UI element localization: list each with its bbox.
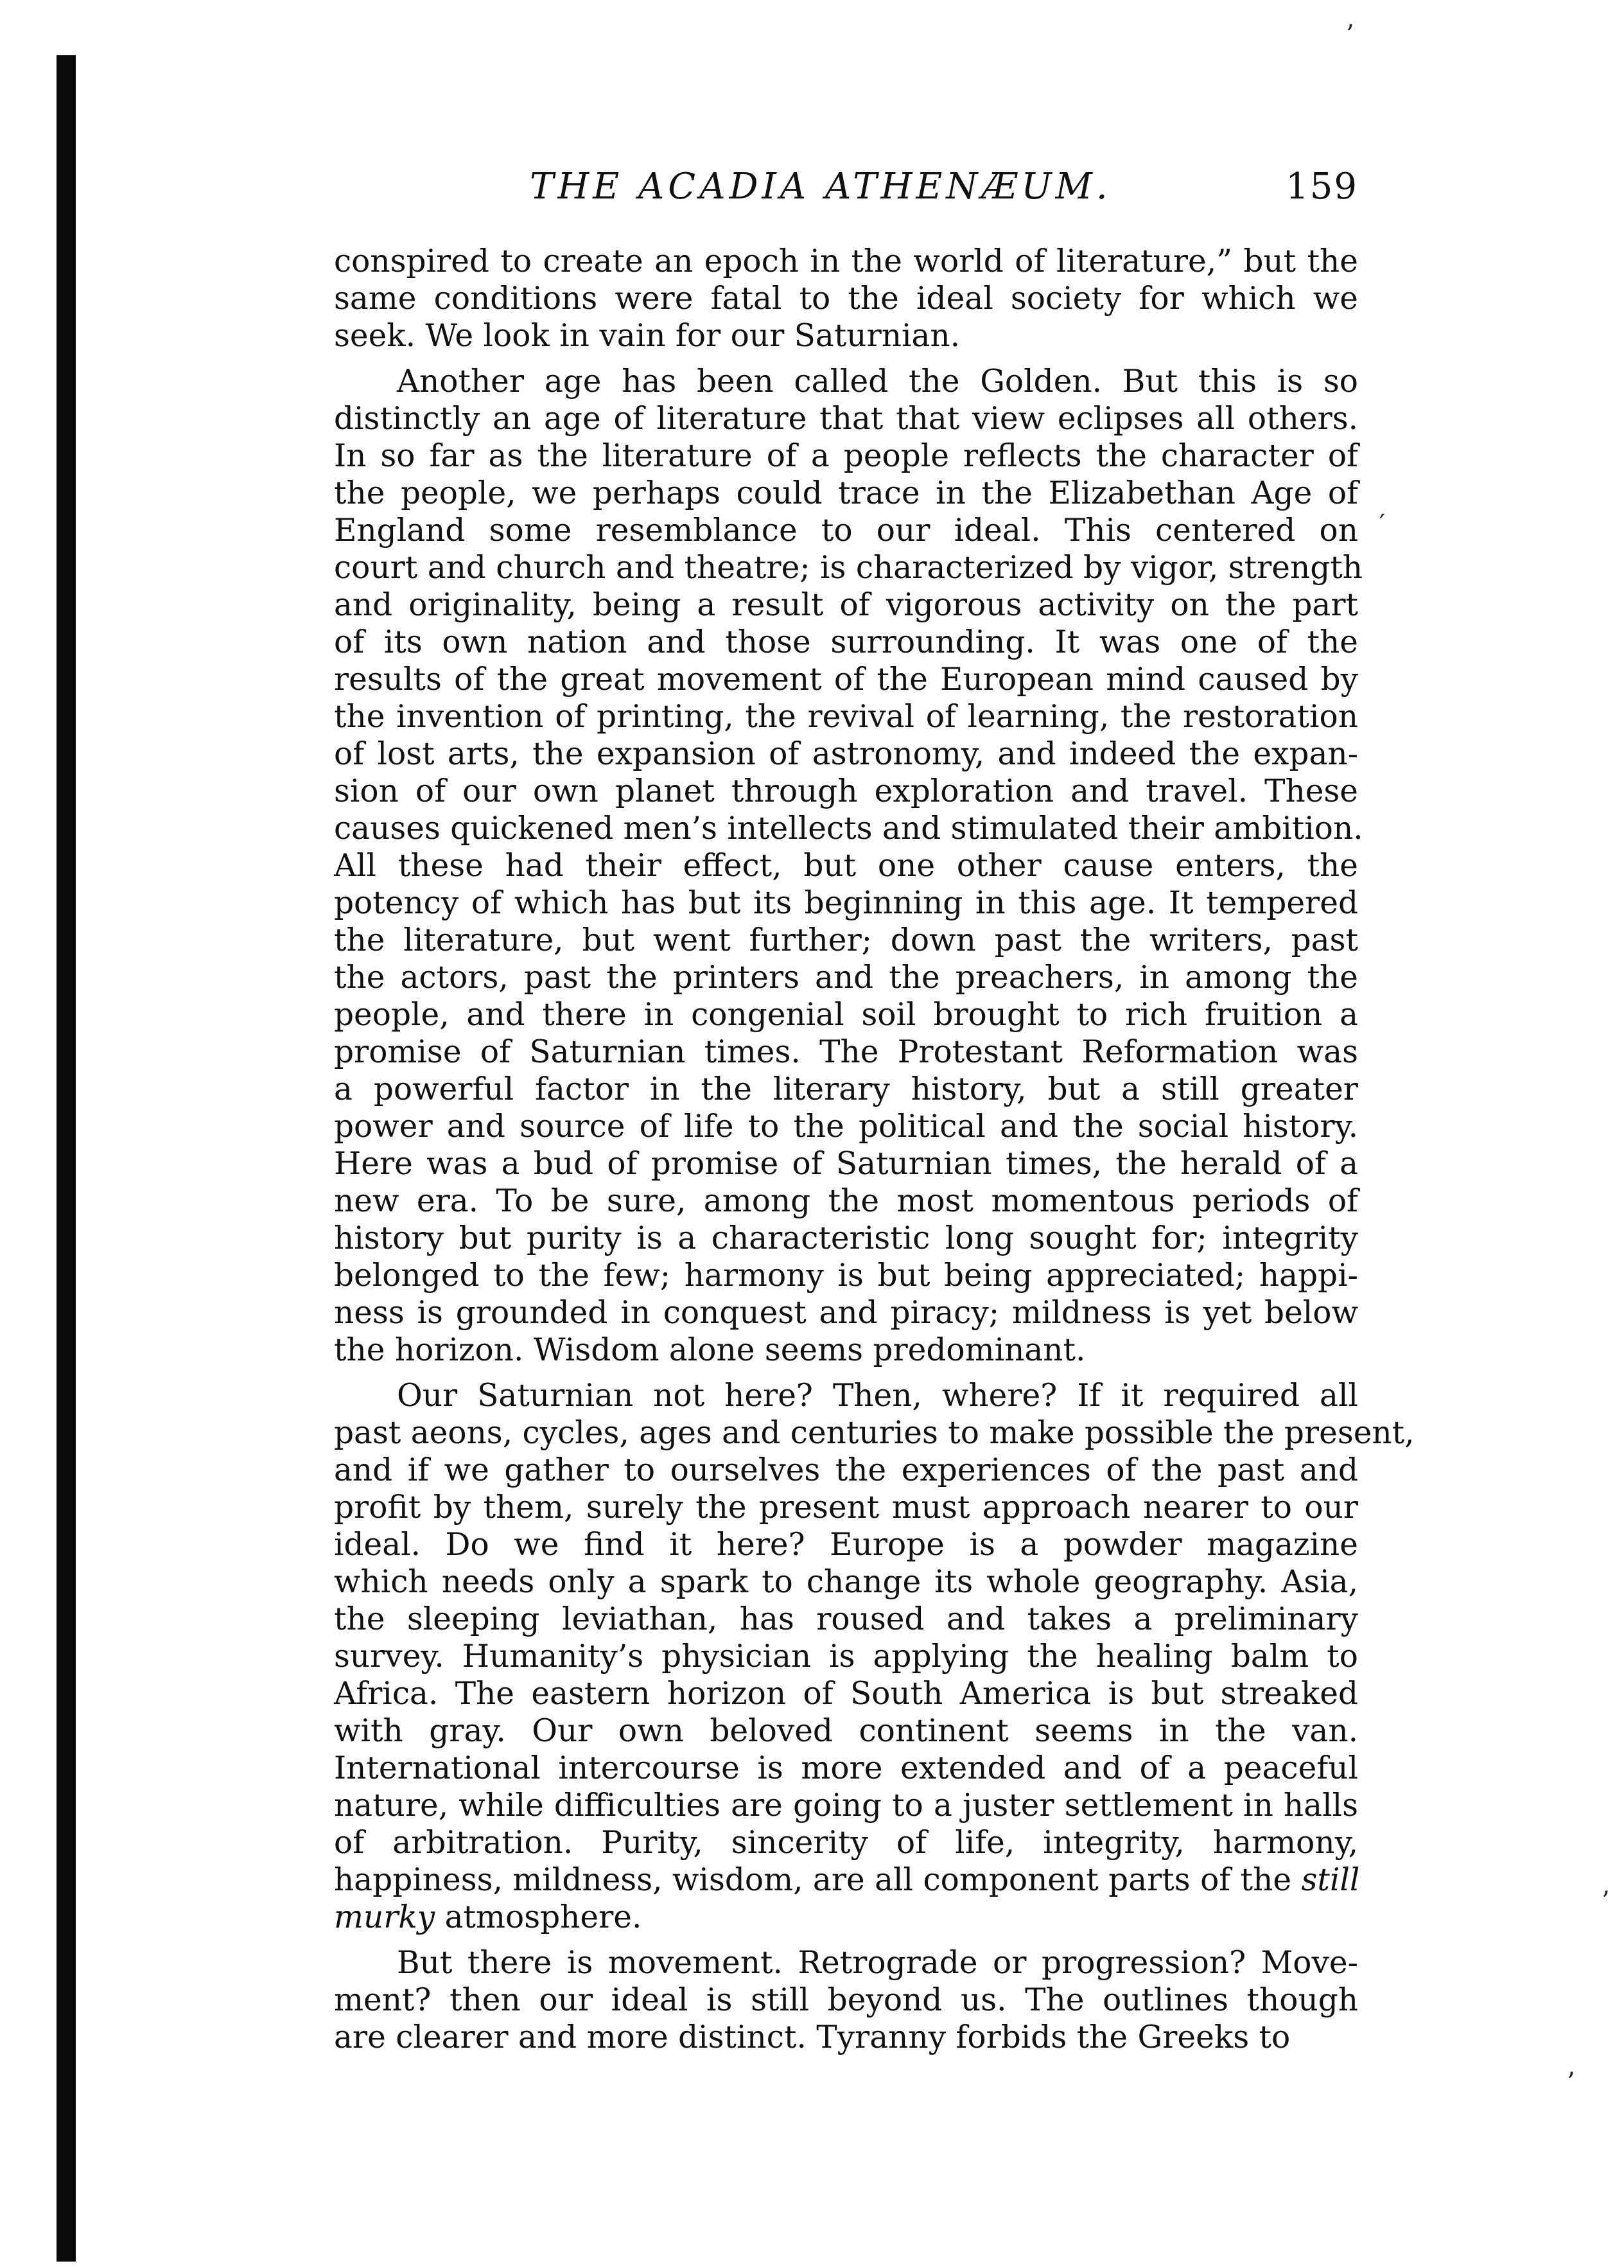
text-line: new era. To be sure, among the most momentous periods of [334, 1183, 1358, 1219]
margin-mark: ’ [1346, 20, 1354, 49]
text-line: Our Saturnian not here? Then, where? If it required all [397, 1378, 1358, 1414]
text-line: belonged to the few; harmony is but being appreciated; happi- [334, 1258, 1358, 1294]
text-line: past aeons, cycles, ages and centuries to make possible the present, [334, 1415, 1415, 1451]
text-line: International intercourse is more extended and of a peaceful [334, 1750, 1358, 1786]
text-line: people, and there in congenial soil brought to rich fruition a [334, 997, 1358, 1033]
text-line: happiness, mildness, wisdom, are all component parts of the still [334, 1862, 1360, 1898]
text-line: results of the great movement of the European mind caused by [334, 662, 1358, 698]
text-line: the people, we perhaps could trace in the Elizabethan Age of [334, 475, 1358, 511]
text-line: court and church and theatre; is characterized by vigor, strength [334, 550, 1363, 586]
paragraph [334, 363, 1363, 1369]
text-line: with gray. Our own beloved continent seems in the van. [334, 1713, 1358, 1749]
text-line: are clearer and more distinct. Tyranny forbids the Greeks to [334, 2019, 1291, 2055]
text-line: and if we gather to ourselves the experiences of the past and [334, 1452, 1358, 1488]
text-line: and originality, being a result of vigorous activity on the part [334, 587, 1358, 623]
text-line: the sleeping leviathan, has roused and takes a preliminary [334, 1601, 1358, 1637]
text-line: the literature, but went further; down past the writers, past [334, 922, 1358, 958]
text-line: promise of Saturnian times. The Protestant Reformation was [334, 1034, 1358, 1070]
text-line: England some resemblance to our ideal. This centered on [334, 513, 1358, 549]
text-line: power and source of life to the political and the social history. [334, 1109, 1358, 1145]
text-line: murky atmosphere. [334, 1899, 642, 1935]
text-line: Here was a bud of promise of Saturnian times, the herald of a [334, 1146, 1358, 1182]
text-line: nature, while difficulties are going to a juster settlement in halls [334, 1788, 1358, 1824]
text-line: distinctly an age of literature that that view eclipses all others. [334, 401, 1358, 437]
text-line: profit by them, surely the present must approach nearer to our [334, 1490, 1358, 1525]
margin-mark: ’ [1602, 1886, 1610, 1916]
text-line: causes quickened men’s intellects and stimulated their ambition. [334, 811, 1363, 847]
text-line: survey. Humanity’s physician is applying the healing balm to [334, 1639, 1358, 1675]
text-line: seek. We look in vain for our Saturnian. [334, 318, 961, 354]
text-line: ment? then our ideal is still beyond us. The outlines though [334, 1982, 1358, 2018]
page-number: 159 [1286, 166, 1358, 207]
page-binding-edge [57, 55, 76, 2262]
text-line: But there is movement. Retrograde or progression? Move- [397, 1945, 1358, 1981]
running-title: THE ACADIA ATHENÆUM. [530, 166, 1112, 207]
paragraph [334, 243, 1358, 355]
text-line: the invention of printing, the revival of learning, the restoration [334, 699, 1358, 735]
text-line: of arbitration. Purity, sincerity of life, integrity, harmony, [334, 1825, 1358, 1861]
text-line: Another age has been called the Golden. But this is so [397, 364, 1358, 400]
paragraph [334, 1944, 1358, 2056]
text-line: the actors, past the printers and the preachers, in among the [334, 960, 1358, 996]
page-header [334, 166, 1358, 211]
text-line: Africa. The eastern horizon of South America is but streaked [334, 1676, 1358, 1712]
margin-mark: ’ [1567, 2068, 1575, 2097]
text-line: of lost arts, the expansion of astronomy, and indeed the expan- [334, 736, 1358, 772]
text-line: ideal. Do we find it here? Europe is a powder magazine [334, 1527, 1358, 1563]
text-line: history but purity is a characteristic long sought for; integrity [334, 1220, 1358, 1256]
text-line: In so far as the literature of a people reflects the character of [334, 438, 1358, 474]
text-line: which needs only a spark to change its whole geography. Asia, [334, 1564, 1358, 1600]
margin-mark: ′ [1379, 509, 1386, 539]
text-line: of its own nation and those surrounding. It was one of the [334, 624, 1358, 660]
text-line: sion of our own planet through exploration and travel. These [334, 773, 1358, 809]
text-line: a powerful factor in the literary history, but a still greater [334, 1071, 1358, 1107]
body-text [334, 243, 1415, 2056]
text-line: ness is grounded in conquest and piracy; mildness is yet below [334, 1295, 1358, 1331]
text-line: conspired to create an epoch in the world of literature,” but the [334, 243, 1358, 279]
paragraph [334, 1377, 1415, 1936]
text-line: All these had their effect, but one other cause enters, the [334, 848, 1358, 884]
text-line: the horizon. Wisdom alone seems predominant. [334, 1332, 1086, 1368]
text-line: potency of which has but its beginning in this age. It tempered [334, 885, 1358, 921]
text-line: same conditions were fatal to the ideal society for which we [334, 281, 1358, 317]
